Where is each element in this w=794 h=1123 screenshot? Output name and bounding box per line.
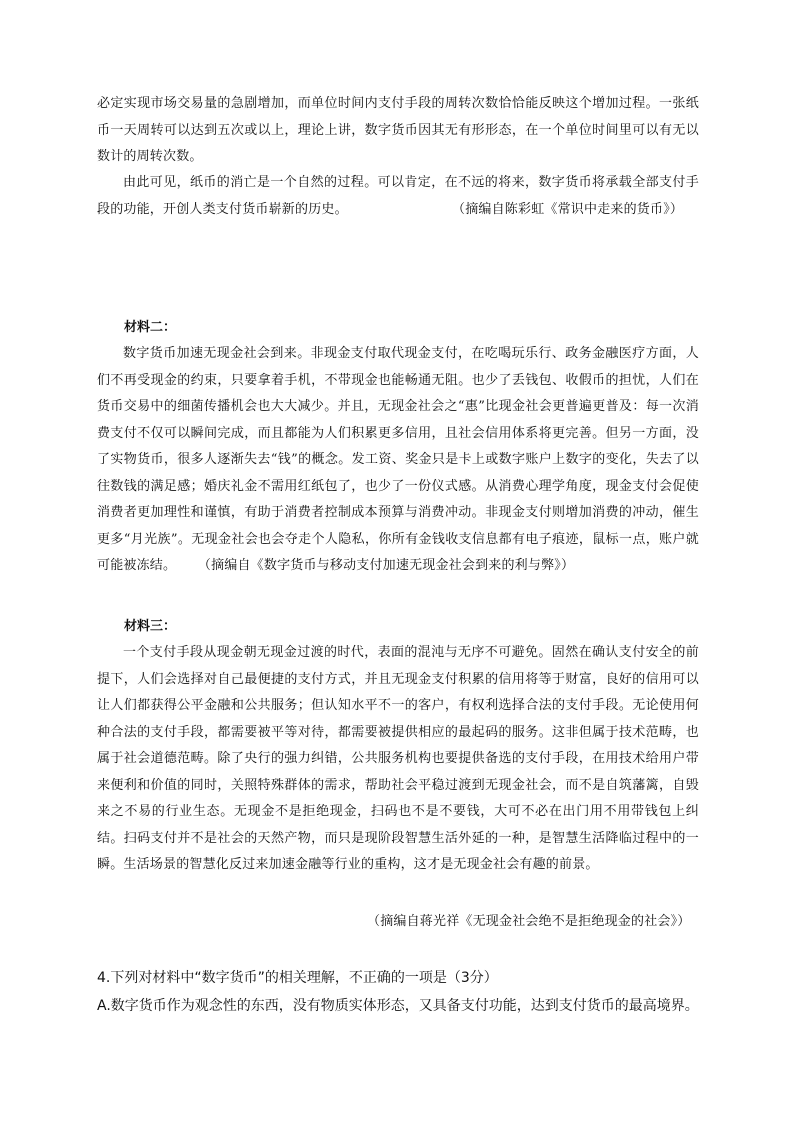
passage1-source: （摘编自陈彩虹《常识中走来的货币》） xyxy=(452,202,684,217)
material3-body: 一个支付手段从现金朝无现金过渡的时代，表面的混沌与无序不可避免。固然在确认支付安全的前提下，人们会选择对自己最便捷的支付方式，并且无现金支付积累的信用将等于财富，良好的信用可以让人们都获得公平金融和公共服务；但认知水平不一的客户，有权利选择合法的支付手段。无论使用何种合法的支付手段，都需要被平等对待，都需要被提供相应的最起码的服务。这非但属于技术范畴，也属于社会道德范畴。除了央行的强力纠错，公共服务机构也要提供备选的支付手段，在用技术给用户带来便利和价值的同时，关照特殊群体的需求，帮助社会平稳过渡到无现金社会，而不是自筑藩篱，自毁来之不易的行业生态。无现金不是拒绝现金，扫码也不是不要钱，大可不必在出门用不用带钱包上纠结。扫码支付并不是社会的天然产物，而只是现阶段智慧生活外延的一种，是智慧生活降临过程中的一瞬。生活场景的智慧化反过来加速金融等行业的重构，这才是无现金社会有趣的前景。 xyxy=(97,645,699,872)
material2-body-text: 数字货币加速无现金社会到来。非现金支付取代现金支付，在吃喝玩乐行、政务金融医疗方面，人们不再受现金的约束，只要拿着手机，不带现金也能畅通无阻。也少了丢钱包、收假币的担忧，人们在货币交易中的细菌传播机会也大大减少。并且，无现金社会之“惠”比现金社会更普遍更普及：每一次消费支付不仅可以瞬间完成，而且都能为人们积累更多信用，且社会信用体系将更完善。但另一方面，没了实物货币，很多人逐渐失去“钱”的概念。发工资、奖金只是卡上或数字账户上数字的变化，失去了以往数钱的满足感；婚庆礼金不需用红纸包了，也少了一份仪式感。从消费心理学角度，现金支付会促使消费者更加理性和谨慎，有助于消费者控制成本预算与消费冲动。非现金支付则增加消费的冲动，催生更多“月光族”。无现金社会也会夺走个人隐私，你所有金钱收支信息都有电子痕迹，鼠标一点，账户就可能被冻结。 xyxy=(97,346,699,573)
passage1-paragraph1: 必定实现市场交易量的急剧增加，而单位时间内支付手段的周转次数恰恰能反映这个增加过程。一张纸币一天周转可以达到五次或以上，理论上讲，数字货币因其无有形形态，在一个单位时间里可以有无以数计的周转次数。 xyxy=(97,96,699,164)
question-option-a: A.数字货币作为观念性的东西，没有物质实体形态，又具备支付功能，达到支付货币的最高境界。 xyxy=(97,998,699,1014)
material3-source: （摘编自蒋光祥《无现金社会绝不是拒绝现金的社会》） xyxy=(367,914,691,929)
question-stem: 4.下列对材料中“数字货币”的相关理解，不正确的一项是（3分） xyxy=(97,970,498,986)
material2-source: （摘编自《数字货币与移动支付加速无现金社会到来的利与弊》） xyxy=(197,558,575,573)
material2-heading: 材料二： xyxy=(124,320,177,335)
material2-body xyxy=(97,341,699,580)
passage1-source-block xyxy=(97,197,699,251)
passage1-paragraph2-text: 由此可见，纸币的消亡是一个自然的过程。可以肯定，在不远的将来，数字货币将承载全部支付手段的功能，开创人类支付货币崭新的历史。 xyxy=(97,175,699,217)
material3-heading: 材料三： xyxy=(124,619,177,634)
